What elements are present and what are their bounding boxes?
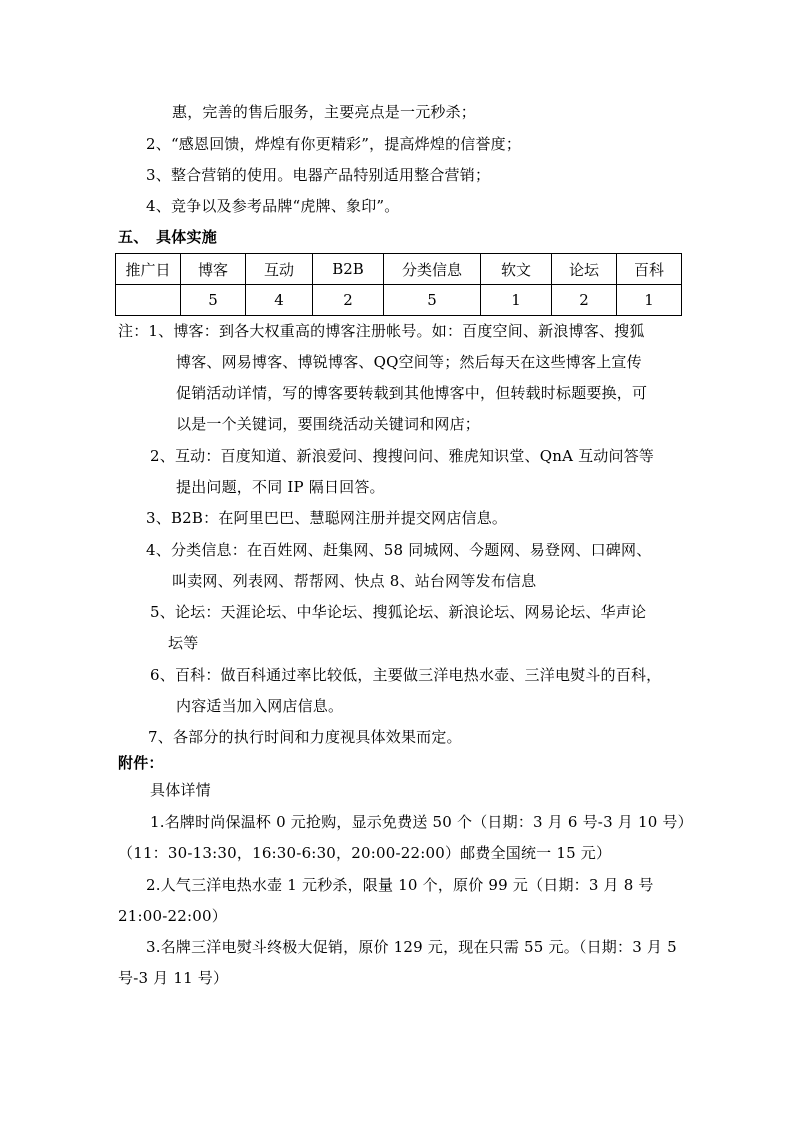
table-cell: 5 [384,285,481,316]
attachment-line: （11：30-13:30，16:30-6:30，20:00-22:00）邮费全国统一 15 元） [118,844,612,862]
table-cell: 1 [481,285,552,316]
table-cell: 2 [313,285,384,316]
table-header-cell: 软文 [481,254,552,285]
attachment-line: 2.人气三洋电热水壶 1 元秒杀，限量 10 个，原价 99 元（日期：3 月 8 号 [146,876,654,894]
note-line: 叫卖网、列表网、帮帮网、快点 8、站台网等发布信息 [172,572,537,590]
section-title: 五、 具体实施 [118,228,217,246]
table-header-cell: B2B [313,254,384,285]
table-header-cell: 论坛 [552,254,617,285]
note-line: 博客、网易博客、博锐博客、QQ空间等；然后每天在这些博客上宣传 [176,353,642,371]
note-line: 6、百科：做百科通过率比较低，主要做三洋电热水壶、三洋电熨斗的百科， [150,666,662,684]
table-header-cell: 分类信息 [384,254,481,285]
table-cell: 4 [246,285,313,316]
note-line: 7、各部分的执行时间和力度视具体效果而定。 [148,728,462,746]
paragraph-line: 惠，完善的售后服务，主要亮点是一元秒杀； [172,103,477,121]
attachment-line: 1.名牌时尚保温杯 0 元抢购，显示免费送 50 个（日期：3 月 6 号-3 月 10 号） [150,813,693,831]
note-line: 促销活动详情，写的博客要转载到其他博客中，但转载时标题要换，可 [176,384,648,402]
table-header-row [116,254,682,285]
table-header-cell: 博客 [181,254,246,285]
table-header-cell: 百科 [617,254,682,285]
table-cell: 2 [552,285,617,316]
table-cell: 5 [181,285,246,316]
note-line: 以是一个关键词，要围绕活动关键词和网店； [176,415,481,433]
note-line: 内容适当加入网店信息。 [176,697,344,715]
attachment-title: 附件： [118,754,164,772]
note-line: 2、互动：百度知道、新浪爱问、搜搜问问、雅虎知识堂、QnA 互动问答等 [150,447,655,465]
attachment-line: 21:00-22:00） [118,907,227,925]
note-line: 5、论坛：天涯论坛、中华论坛、搜狐论坛、新浪论坛、网易论坛、华声论 [150,603,647,621]
table-cell [116,285,181,316]
note-line: 注：1、博客：到各大权重高的博客注册帐号。如：百度空间、新浪博客、搜狐 [118,322,645,340]
note-line: 坛等 [168,634,199,652]
list-item: 3、整合营销的使用。电器产品特别适用整合营销； [146,166,491,184]
attachment-line: 3.名牌三洋电熨斗终极大促销，原价 129 元，现在只需 55 元。（日期：3 月 5 [146,938,677,956]
table-row [116,285,682,316]
implementation-table [115,253,682,316]
note-line: 3、B2B：在阿里巴巴、慧聪网注册并提交网店信息。 [146,509,508,527]
attachment-line: 号-3 月 11 号） [118,969,229,987]
note-line: 4、分类信息：在百姓网、赶集网、58 同城网、今题网、易登网、口碑网、 [146,541,652,559]
attachment-subtitle: 具体详情 [150,781,211,799]
table-header-cell: 互动 [246,254,313,285]
note-line: 提出问题，不同 IP 隔日回答。 [176,478,385,496]
table-header-cell: 推广日 [116,254,181,285]
list-item: 2、“感恩回馈，烨煌有你更精彩”，提高烨煌的信誉度； [146,135,522,153]
table-cell: 1 [617,285,682,316]
list-item: 4、竞争以及参考品牌“虎牌、象印”。 [146,197,400,215]
